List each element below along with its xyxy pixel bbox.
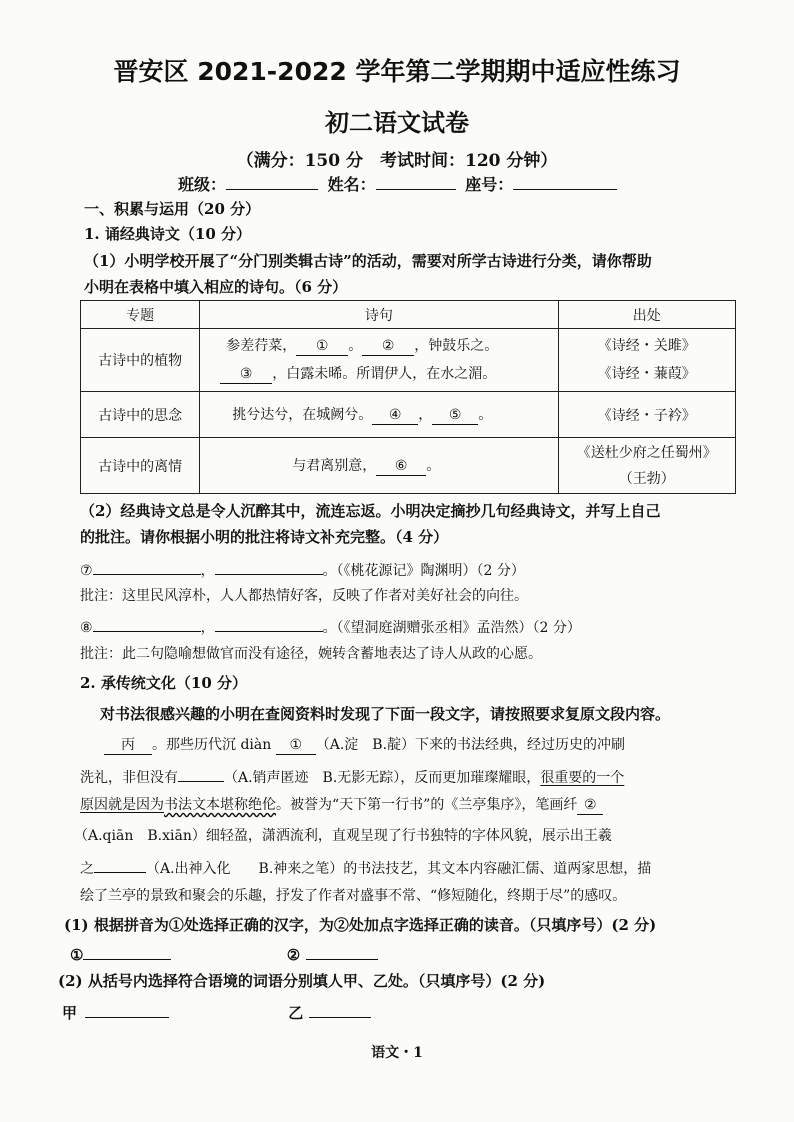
- passage-line: （A.qiān B.xiān）细轻盈，潇洒流利，直观呈现了行书独特的字体风貌，展示出王羲: [74, 828, 612, 844]
- blank-2[interactable]: ②: [362, 338, 414, 356]
- item-7-note: 批注：这里民风淳朴，人人都热情好客，反映了作者对美好社会的向往。: [80, 588, 528, 604]
- poem-text: 。: [478, 407, 493, 423]
- poem-text: 。: [348, 338, 363, 354]
- name-label: 姓名：: [327, 175, 376, 194]
- passage-text: 洗礼，非但没有: [80, 770, 178, 786]
- sub-title: 初二语文试卷: [325, 109, 469, 137]
- source-text: 《诗经・关雎》: [597, 338, 696, 354]
- table-header: 专题: [81, 301, 200, 329]
- underlined-phrase: 原因就是因为: [80, 797, 164, 813]
- item-8: ⑧ ， 。（《望洞庭湖赠张丞相》孟浩然）（2 分）: [80, 614, 581, 637]
- source-cell: [558, 329, 735, 392]
- poem-text: ，钟鼓乐之。: [414, 338, 499, 354]
- table-header: 出处: [558, 301, 735, 329]
- q2-heading: 2. 承传统文化（10 分）: [80, 674, 247, 692]
- passage-line: [80, 764, 624, 787]
- student-info-row: [178, 172, 617, 195]
- answer-jia-field[interactable]: [85, 1000, 169, 1018]
- answer-mark: ②: [286, 946, 301, 964]
- passage-line: [104, 734, 625, 755]
- item-8-mark: ⑧: [80, 620, 93, 636]
- answer-mark: 乙: [288, 1004, 304, 1022]
- source-cell: [558, 438, 735, 494]
- class-label: 班级：: [178, 175, 227, 194]
- topic-cell: 古诗中的思念: [81, 392, 200, 438]
- answer-8a[interactable]: [93, 614, 201, 632]
- blank-1[interactable]: ①: [296, 338, 348, 356]
- passage-text: 。被誉为“天下第一行书”的《兰亭集序》，笔画纤: [276, 797, 578, 813]
- poem-text: 。: [426, 458, 441, 474]
- underlined-phrase: 很重要的一个: [540, 770, 625, 786]
- blank-passage-1[interactable]: ①: [276, 737, 316, 755]
- blank-6[interactable]: ⑥: [376, 458, 426, 476]
- q2-intro: 对书法很感兴趣的小明在查阅资料时发现了下面一段文字，请按照要求复原文段内容。: [100, 705, 671, 723]
- topic-cell: 古诗中的植物: [81, 329, 200, 392]
- passage-line: [80, 794, 603, 815]
- answer-1-field[interactable]: [83, 942, 171, 960]
- q1-heading: 1. 诵经典诗文（10 分）: [84, 225, 251, 243]
- passage-text: 之: [80, 861, 94, 877]
- class-field[interactable]: [226, 172, 318, 190]
- q2-2-answers: [62, 1000, 371, 1023]
- poem-cell: [200, 329, 558, 392]
- blank-bing[interactable]: 丙: [104, 737, 152, 755]
- page-number: 语文・1: [371, 1045, 423, 1061]
- name-field[interactable]: [376, 172, 456, 190]
- seat-label: 座号：: [465, 175, 514, 194]
- section-heading: 一、积累与运用（20 分）: [84, 200, 261, 218]
- q2-2: (2) 从括号内选择符合语境的词语分别填人甲、乙处。（只填序号）(2 分): [58, 972, 546, 990]
- table-row: [81, 329, 736, 392]
- item-7-source: 。（《桃花源记》陶渊明）（2 分）: [322, 563, 525, 579]
- answer-yi-field[interactable]: [309, 1000, 371, 1018]
- passage-text: （A.出神入化 B.神来之笔）的书法技艺，其文本内容融汇儒、道两家思想，描: [146, 861, 652, 877]
- q1-2-text: （2）经典诗文总是令人沉醉其中，流连忘返。小明决定摘抄几句经典诗文，并写上自己: [80, 502, 661, 520]
- poem-text: ，: [418, 407, 433, 423]
- q1-2-text-cont: 的批注。请你根据小明的批注将诗文补充完整。（4 分）: [80, 528, 449, 546]
- source-text: 《诗经・蒹葭》: [597, 366, 696, 382]
- answer-8b[interactable]: [215, 614, 323, 632]
- blank-passage-2[interactable]: ②: [577, 797, 603, 815]
- poem-text: 与君离别意，: [292, 458, 377, 474]
- poem-text: ，白露未晞。所谓伊人，在水之湄。: [272, 366, 497, 382]
- answer-mark: ①: [70, 946, 84, 964]
- passage-text: （A.淀 B.靛）下来的书法经典，经过历史的冲刷: [315, 737, 626, 753]
- seat-field[interactable]: [513, 172, 617, 190]
- answer-7b[interactable]: [215, 557, 323, 575]
- answer-mark: 甲: [62, 1004, 78, 1022]
- topic-cell: 古诗中的离情: [81, 438, 200, 494]
- source-cell: 《诗经・子衿》: [558, 392, 735, 438]
- passage-line: [80, 855, 651, 878]
- poem-text: 参差荇菜，: [226, 338, 297, 354]
- answer-7a[interactable]: [93, 557, 201, 575]
- table-row: [81, 438, 736, 494]
- q1-1-text: （1）小明学校开展了“分门别类辑古诗”的活动，需要对所学古诗进行分类，请你帮助: [84, 252, 652, 270]
- blank-3[interactable]: ③: [220, 366, 272, 384]
- q1-1-text-cont: 小明在表格中填入相应的诗句。（6 分）: [84, 278, 348, 296]
- item-7: ⑦ ， 。（《桃花源记》陶渊明）（2 分）: [80, 557, 525, 580]
- wavy-phrase: 书法文本堪称绝伦: [164, 797, 276, 813]
- poem-cell: [200, 392, 558, 438]
- passage-line: 绘了兰亭的景致和聚会的乐趣，抒发了作者对盛事不常、“修短随化，终期于尽”的感叹。: [80, 888, 627, 904]
- q2-1: (1) 根据拼音为①处选择正确的汉字，为②处加点字选择正确的读音。（只填序号）(2 分): [64, 916, 657, 934]
- blank-jia[interactable]: [178, 764, 224, 782]
- table-header: 诗句: [200, 301, 558, 329]
- item-8-note: 批注：此二句隐喻想做官而没有途径，婉转含蓄地表达了诗人从政的心愿。: [80, 646, 542, 662]
- blank-4[interactable]: ④: [372, 407, 418, 425]
- passage-text: 。那些历代沉 diàn: [152, 737, 272, 753]
- blank-5[interactable]: ⑤: [432, 407, 478, 425]
- passage-text: （A.销声匿迹 B.无影无踪），反而更加璀璨耀眼，: [224, 770, 541, 786]
- score-info: （满分：150 分 考试时间：120 分钟）: [236, 151, 558, 171]
- answer-2-field[interactable]: [306, 942, 378, 960]
- table-row: [81, 392, 736, 438]
- source-text: 《送杜少府之任蜀州》: [576, 444, 717, 461]
- main-title: 晋安区 2021-2022 学年第二学期期中适应性练习: [113, 57, 681, 86]
- item-7-mark: ⑦: [80, 563, 93, 579]
- source-text: （王勃）: [618, 470, 675, 487]
- table-header-row: [81, 301, 736, 329]
- item-8-source: 。（《望洞庭湖赠张丞相》孟浩然）（2 分）: [322, 620, 581, 636]
- poem-table: [80, 300, 736, 494]
- blank-yi[interactable]: [94, 855, 146, 873]
- q2-1-answers: [70, 942, 378, 964]
- poem-text: 挑兮达兮，在城阙兮。: [232, 407, 373, 423]
- poem-cell: [200, 438, 558, 494]
